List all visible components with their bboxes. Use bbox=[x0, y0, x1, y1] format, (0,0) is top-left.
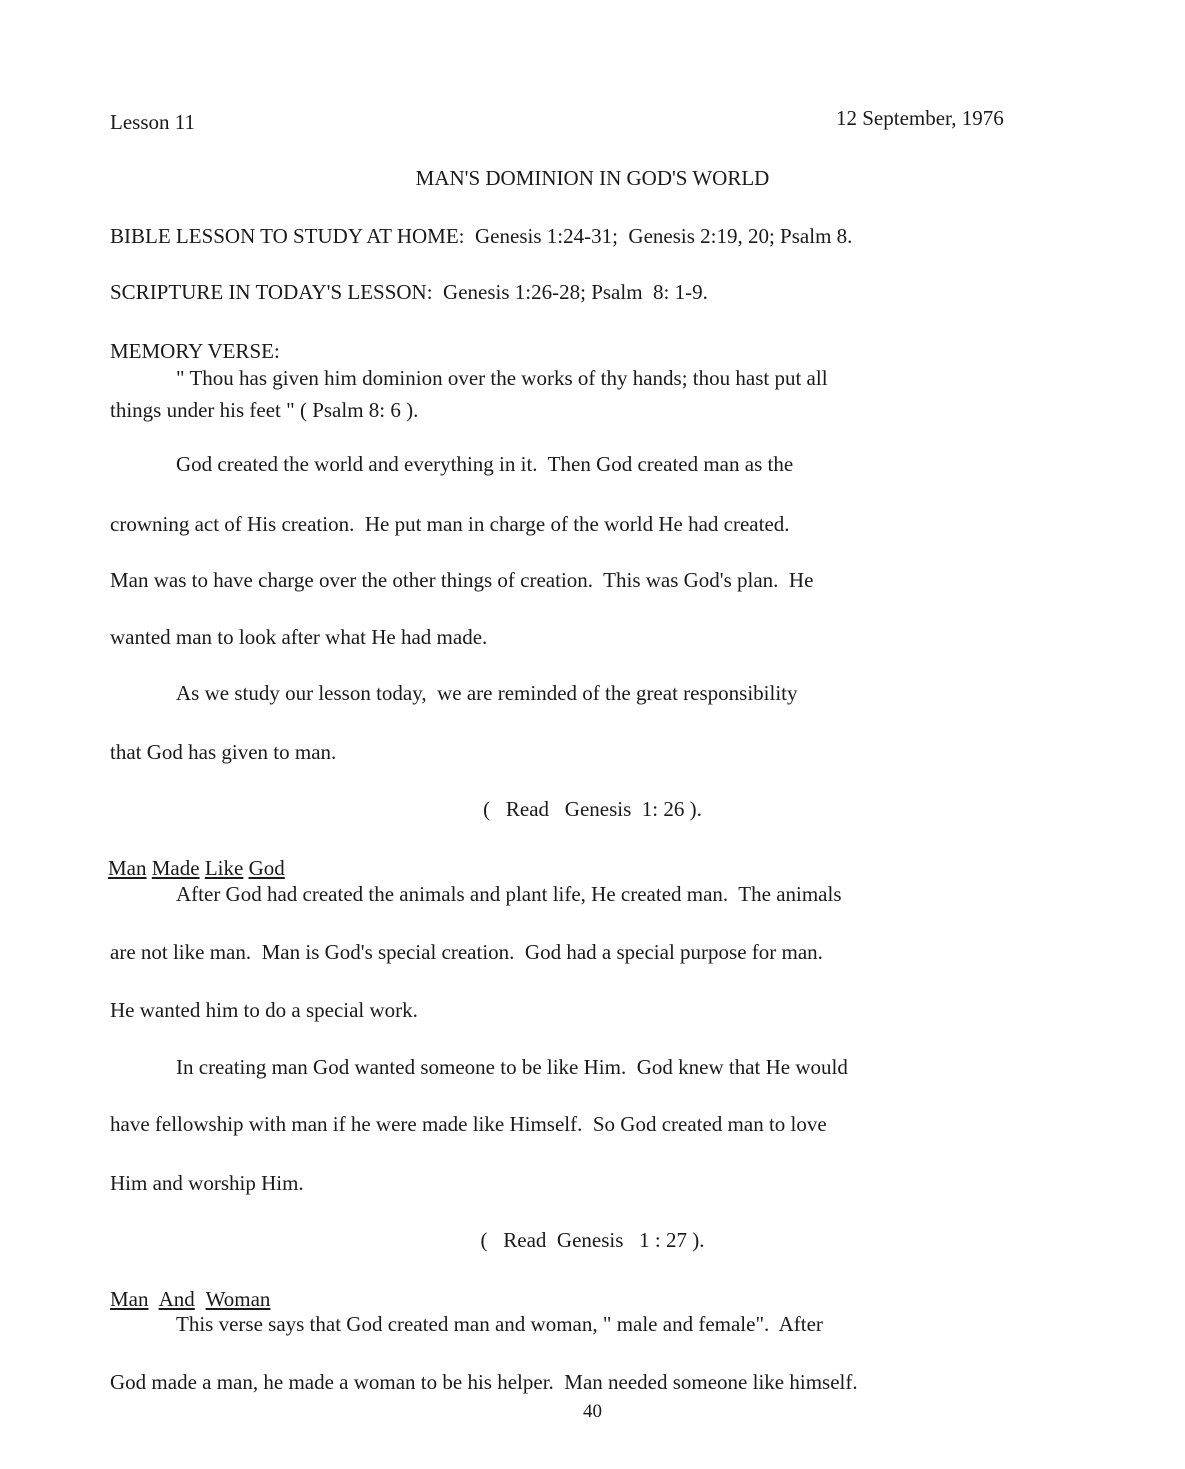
memory-verse-label: MEMORY VERSE: bbox=[110, 339, 280, 363]
heading-word: Made bbox=[151, 856, 200, 880]
paragraph-line: Man was to have charge over the other things of creation. This was God's plan. He bbox=[110, 568, 814, 592]
paragraph-line: After God had created the animals and plant life, He created man. The animals bbox=[176, 882, 842, 906]
scripture-line: SCRIPTURE IN TODAY'S LESSON: Genesis 1:26-28; Psalm 8: 1-9. bbox=[110, 280, 708, 304]
heading-word: Woman bbox=[205, 1287, 271, 1311]
memory-verse-line: " Thou has given him dominion over the works of thy hands; thou hast put all bbox=[176, 366, 828, 390]
paragraph-line: Him and worship Him. bbox=[110, 1171, 304, 1195]
lesson-number: Lesson 11 bbox=[110, 110, 195, 134]
paragraph-line: have fellowship with man if he were made like Himself. So God created man to love bbox=[110, 1112, 827, 1136]
bible-lesson-line: BIBLE LESSON TO STUDY AT HOME: Genesis 1:24-31; Genesis 2:19, 20; Psalm 8. bbox=[110, 224, 853, 248]
heading-word: God bbox=[248, 856, 285, 880]
page-number: 40 bbox=[583, 1401, 602, 1422]
lesson-date: 12 September, 1976 bbox=[836, 106, 1004, 130]
heading-word: Like bbox=[204, 856, 244, 880]
paragraph-line: crowning act of His creation. He put man in charge of the world He had created. bbox=[110, 512, 790, 536]
paragraph-line: God created the world and everything in it. Then God created man as the bbox=[176, 452, 794, 476]
paragraph-line: In creating man God wanted someone to be like Him. God knew that He would bbox=[176, 1055, 848, 1079]
read-reference: ( Read Genesis 1: 26 ). bbox=[483, 797, 702, 821]
page-title: MAN'S DOMINION IN GOD'S WORLD bbox=[415, 166, 770, 190]
heading-word: Man bbox=[110, 1287, 149, 1311]
paragraph-line: wanted man to look after what He had made. bbox=[110, 625, 488, 649]
paragraph-line: He wanted him to do a special work. bbox=[110, 998, 418, 1022]
paragraph-line: As we study our lesson today, we are reminded of the great responsibility bbox=[176, 681, 798, 705]
section-heading-man-and-woman bbox=[110, 1287, 270, 1311]
paragraph-line: that God has given to man. bbox=[110, 740, 337, 764]
paragraph-line: are not like man. Man is God's special creation. God had a special purpose for man. bbox=[110, 940, 823, 964]
read-reference: ( Read Genesis 1 : 27 ). bbox=[480, 1228, 705, 1252]
memory-verse-line: things under his feet " ( Psalm 8: 6 ). bbox=[110, 398, 419, 422]
paragraph-line: This verse says that God created man and woman, " male and female". After bbox=[176, 1312, 823, 1336]
section-heading-man-made-like-god bbox=[108, 856, 285, 880]
heading-word: And bbox=[158, 1287, 195, 1311]
heading-word: Man bbox=[108, 856, 147, 880]
paragraph-line: God made a man, he made a woman to be his helper. Man needed someone like himself. bbox=[110, 1370, 858, 1394]
